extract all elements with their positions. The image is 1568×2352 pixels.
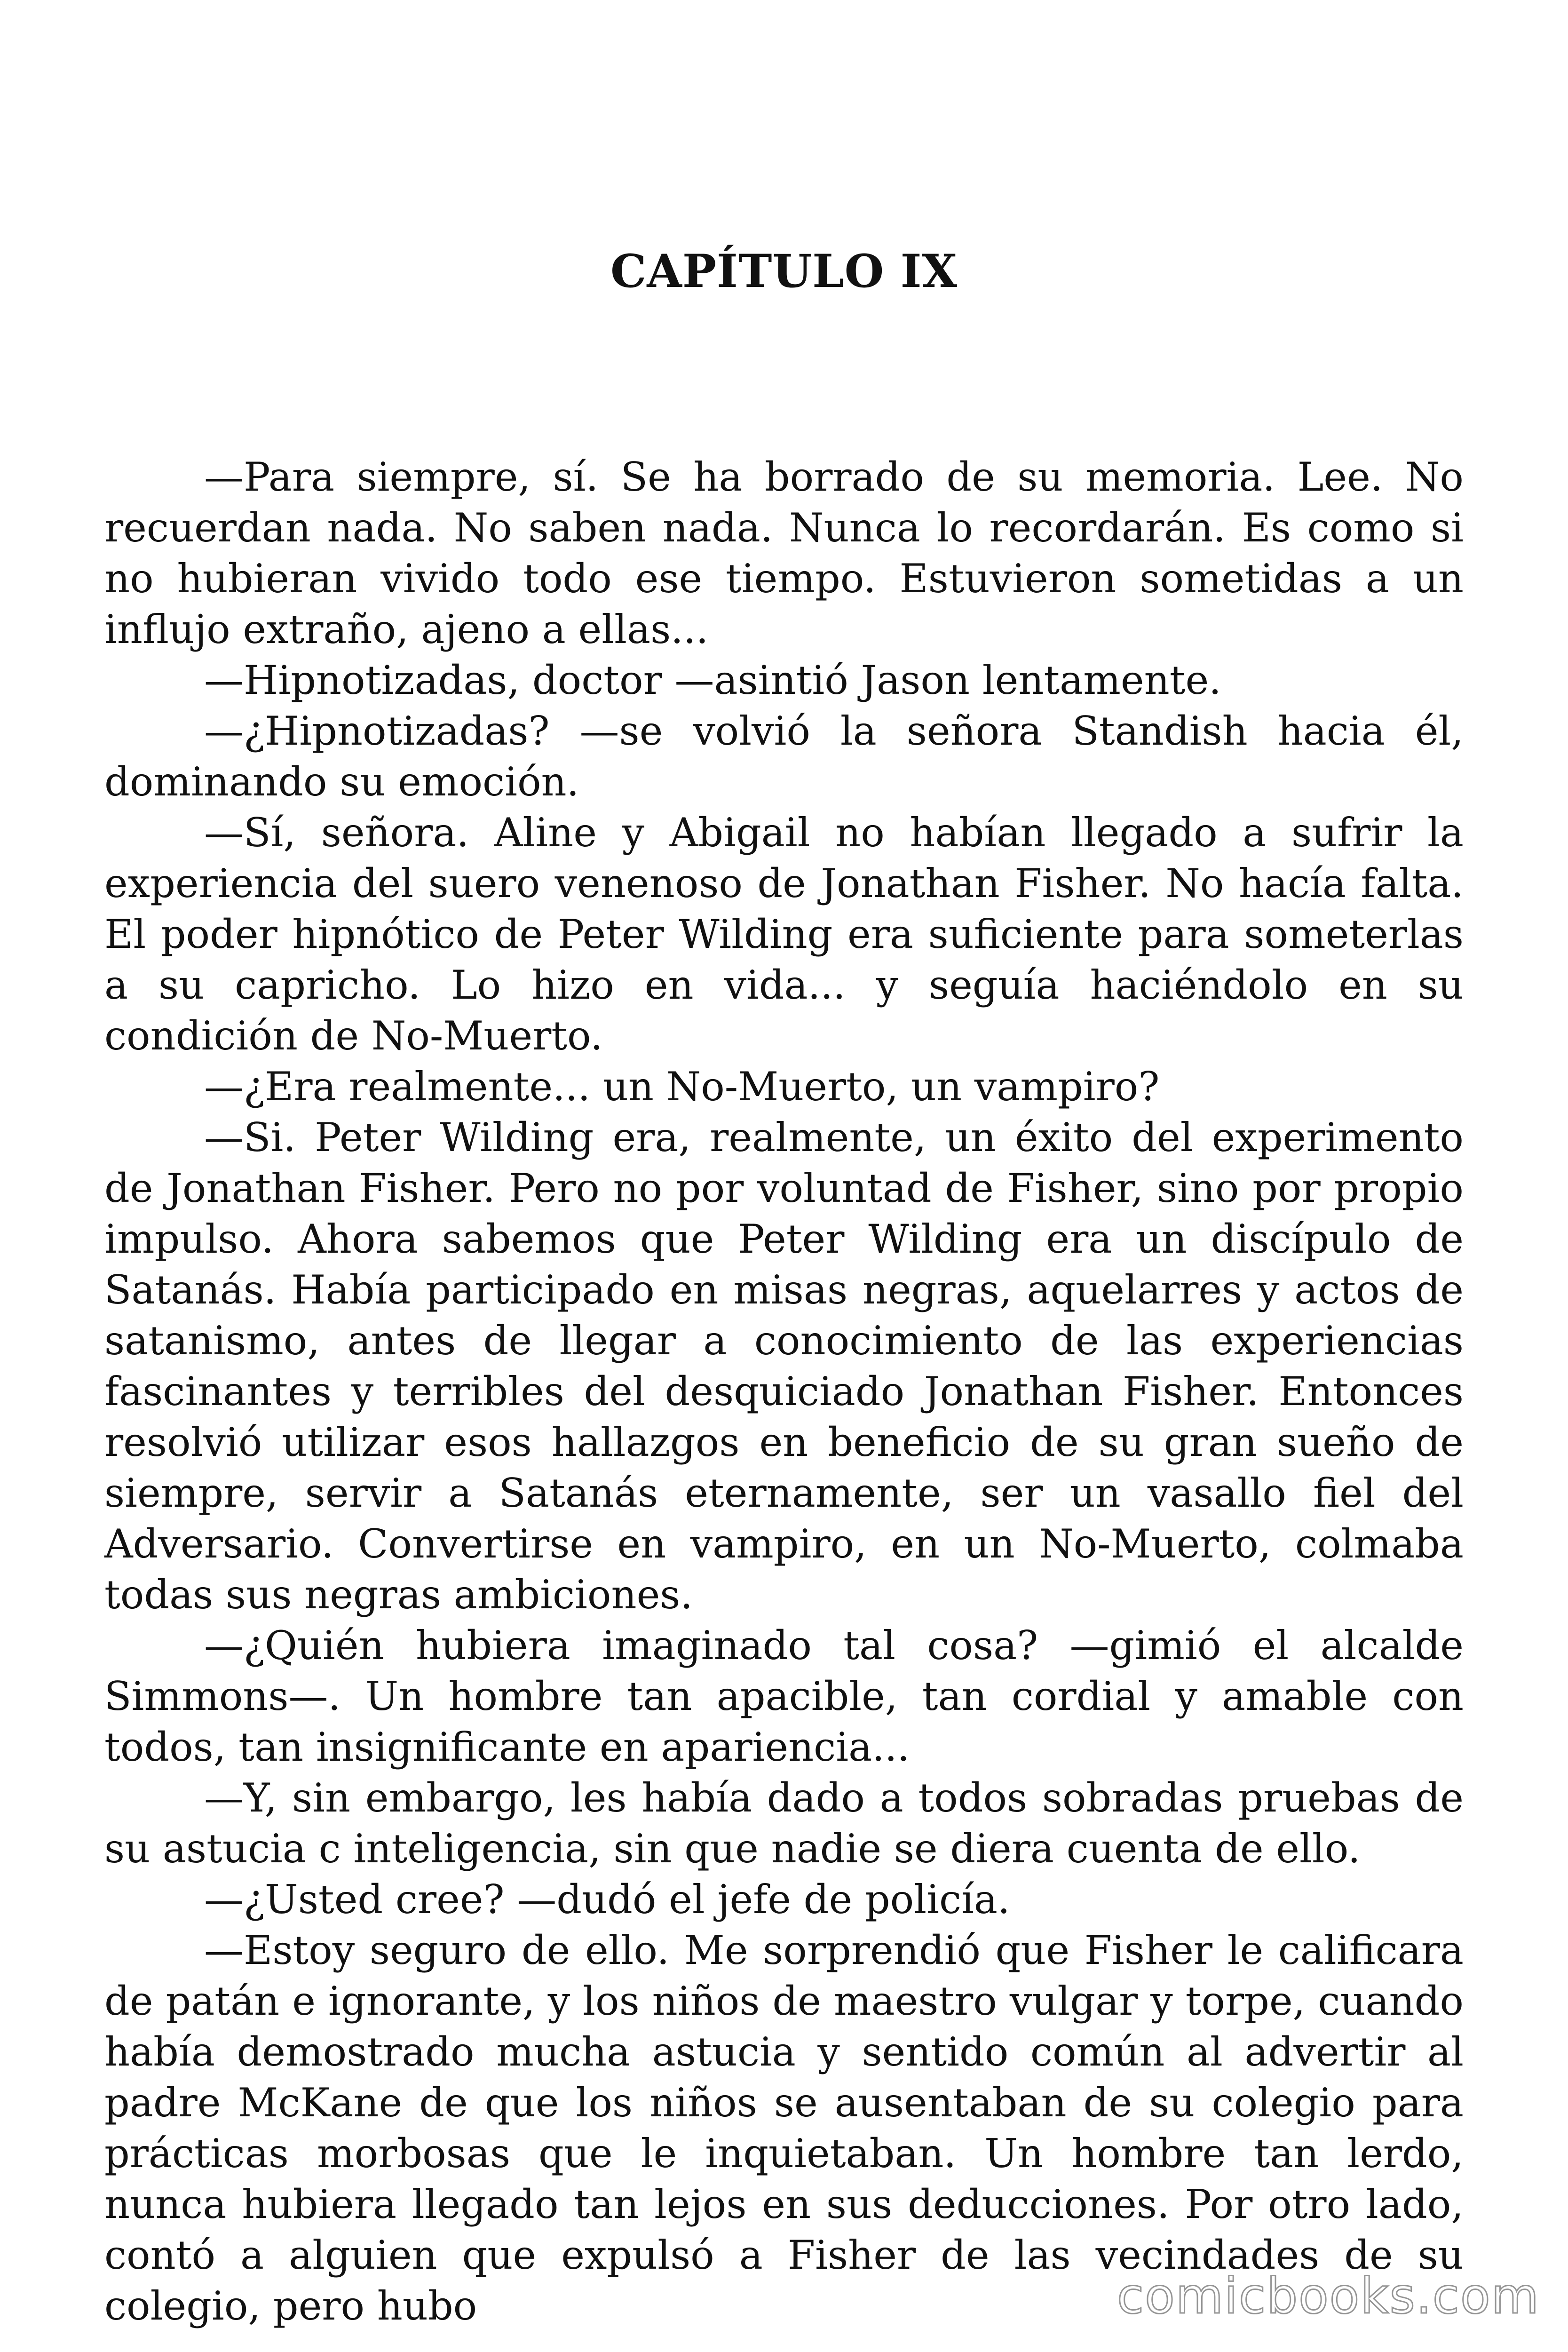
paragraph: —¿Quién hubiera imaginado tal cosa? —gimió el alcalde Simmons—. Un hombre tan apacible, tan cordial y amable con todos, tan insignificante en apariencia...: [104, 1622, 1464, 1770]
paragraph: —¿Usted cree? —dudó el jefe de policía.: [204, 1876, 1010, 1923]
paragraph: —Hipnotizadas, doctor —asintió Jason lentamente.: [204, 657, 1221, 703]
paragraph: —¿Hipnotizadas? —se volvió la señora Standish hacia él, dominando su emoción.: [104, 708, 1464, 805]
watermark: comicbooks.com: [1117, 2267, 1540, 2325]
chapter-title: CAPÍTULO IX: [610, 245, 958, 298]
body-text: [104, 452, 1464, 2331]
paragraph: —Para siempre, sí. Se ha borrado de su memoria. Lee. No recuerdan nada. No saben nada. Nunca lo recordarán. Es como si no hubieran vivido todo ese tiempo. Estuvieron sometidas a un influjo extraño, ajeno a ellas...: [104, 454, 1464, 652]
paragraph: —¿Era realmente... un No-Muerto, un vampiro?: [204, 1064, 1160, 1110]
paragraph: —Si. Peter Wilding era, realmente, un éxito del experimento de Jonathan Fisher. Pero no por voluntad de Fisher, sino por propio impulso. Ahora sabemos que Peter Wilding era un discípulo de Satanás. Había participado en misas negras, aquelarres y actos de satanismo, antes de llegar a conocimiento de las experiencias fascinantes y terribles del desquiciado Jonathan Fisher. Entonces resolvió utilizar esos hallazgos en beneficio de su gran sueño de siempre, servir a Satanás eternamente, ser un vasallo fiel del Adversario. Convertirse en vampiro, en un No-Muerto, colmaba todas sus negras ambiciones.: [104, 1114, 1464, 1618]
paragraph: —Sí, señora. Aline y Abigail no habían llegado a sufrir la experiencia del suero venenoso de Jonathan Fisher. No hacía falta. El poder hipnótico de Peter Wilding era suficiente para someterlas a su capricho. Lo hizo en vida... y seguía haciéndolo en su condición de No-Muerto.: [104, 810, 1464, 1059]
paragraph: —Estoy seguro de ello. Me sorprendió que Fisher le calificara de patán e ignorante, y los niños de maestro vulgar y torpe, cuando había demostrado mucha astucia y sentido común al advertir al padre McKane de que los niños se ausentaban de su colegio para prácticas morbosas que le inquietaban. Un hombre tan lerdo, nunca hubiera llegado tan lejos en sus deducciones. Por otro lado, contó a alguien que expulsó a Fisher de las vecindades de su colegio, pero hubo: [104, 1927, 1464, 2329]
paragraph: —Y, sin embargo, les había dado a todos sobradas pruebas de su astucia c inteligencia, sin que nadie se diera cuenta de ello.: [104, 1775, 1464, 1872]
